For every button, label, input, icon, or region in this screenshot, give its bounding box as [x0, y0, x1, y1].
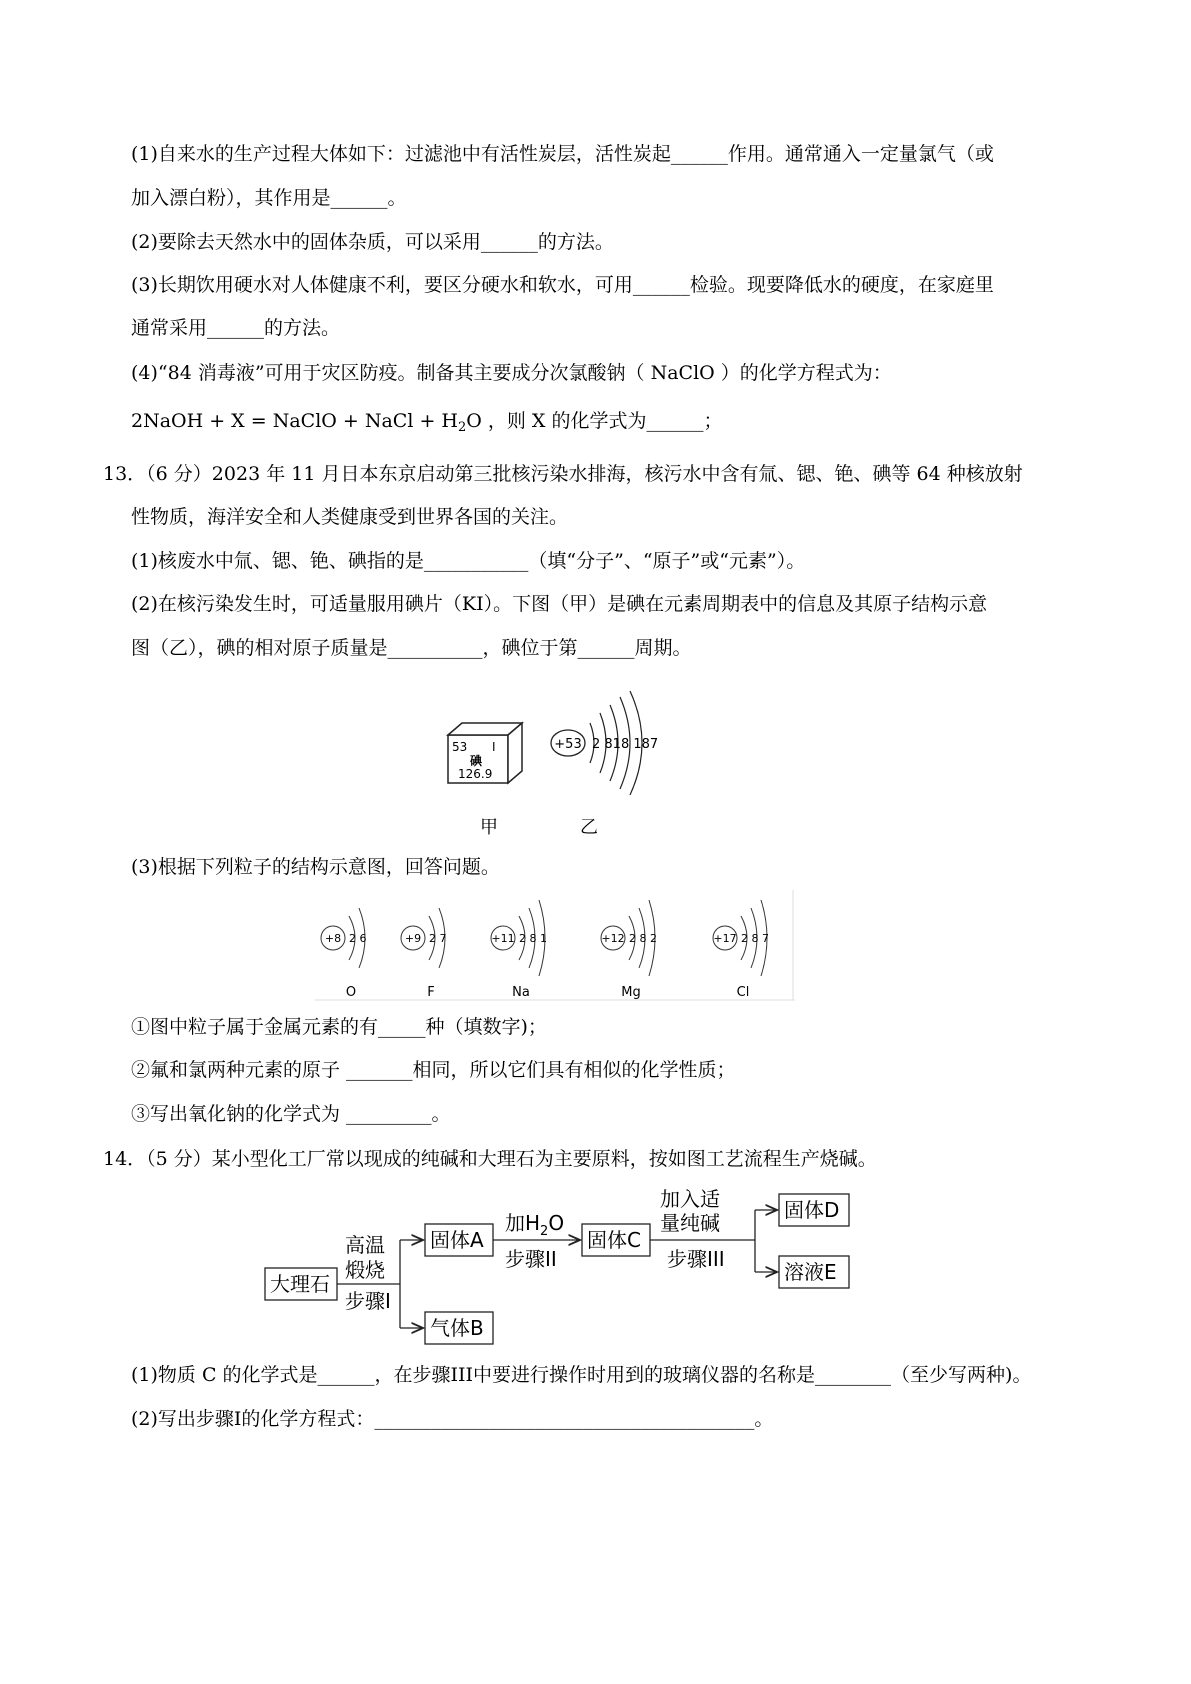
- iodine-nucleus: +53: [554, 737, 582, 752]
- add-soda-label-2: 量纯碱: [660, 1211, 720, 1235]
- particle-nucleus: +17: [713, 932, 737, 945]
- solid-c-label: 固体C: [587, 1228, 641, 1252]
- add-water-label: 加$H_2O$: [505, 1211, 565, 1239]
- step2-label: 步骤II: [505, 1247, 557, 1271]
- q13-sub2: ②氟和氯两种元素的原子 _______相同，所以它们具有相似的化学性质；: [131, 1059, 736, 1081]
- particle-mg: [601, 900, 657, 1000]
- iodine-atomic-number: 53: [452, 740, 468, 754]
- label-jia: 甲: [480, 817, 498, 838]
- iodine-mass: 126.9: [458, 767, 493, 781]
- particle-nucleus: +11: [491, 932, 515, 945]
- particle-f: [401, 908, 447, 1000]
- particle-label: Cl: [736, 985, 750, 1000]
- q13-part2-line1: (2)在核污染发生时，可适量服用碘片（KI）。下图（甲）是碘在元素周期表中的信息及其原子结构示意: [131, 593, 988, 615]
- particle-nucleus: +8: [324, 932, 342, 945]
- equation-subscript: 2: [458, 420, 467, 435]
- marble-label: 大理石: [270, 1272, 330, 1296]
- q14-part1: (1)物质 C 的化学式是______，在步骤III中要进行操作时用到的玻璃仪器的名称是________（至少写两种)。: [131, 1364, 1032, 1386]
- particle-label: Na: [512, 985, 530, 1000]
- q13-intro-line2: 性物质，海洋安全和人类健康受到世界各国的关注。: [131, 506, 569, 528]
- process-flowchart: [255, 1180, 865, 1350]
- iodine-figure: [440, 685, 700, 845]
- particle-shells: 2 7: [429, 932, 447, 945]
- high-temp-label: 高温: [345, 1233, 385, 1257]
- q13-sub3: ③写出氧化钠的化学式为 _________。: [131, 1103, 451, 1125]
- label-yi: 乙: [580, 817, 598, 838]
- q13-part3: (3)根据下列粒子的结构示意图，回答问题。: [131, 856, 500, 878]
- q12-part3-line1: (3)长期饮用硬水对人体健康不利，要区分硬水和软水，可用______检验。现要降低水的硬度，在家庭里: [131, 274, 994, 296]
- particle-label: Mg: [621, 985, 641, 1000]
- solution-e-label: 溶液E: [784, 1260, 837, 1284]
- q12-part1-line1: (1)自来水的生产过程大体如下：过滤池中有活性炭层，活性炭起______作用。通常通入一定量氯气（或: [131, 143, 994, 165]
- particle-cl: [713, 900, 769, 1000]
- q13-part2-line2: 图（乙），碘的相对原子质量是__________，碘位于第______周期。: [131, 637, 692, 659]
- iodine-name: 碘: [470, 754, 483, 768]
- q14-part2: (2)写出步骤I的化学方程式：________________________________________。: [131, 1408, 774, 1430]
- solid-a-label: 固体A: [430, 1228, 484, 1252]
- iodine-shells: 2 818 187: [592, 737, 659, 752]
- step1-label: 步骤I: [345, 1289, 391, 1313]
- q12-part3-line2: 通常采用______的方法。: [131, 317, 341, 339]
- equation-left: 2NaOH + X = NaClO + NaCl + H: [131, 410, 458, 432]
- q12-equation: [131, 407, 723, 442]
- iodine-symbol: I: [492, 740, 496, 754]
- q13-sub1: ①图中粒子属于金属元素的有_____种（填数字)；: [131, 1016, 547, 1038]
- particle-na: [491, 900, 547, 1000]
- calcine-label: 煅烧: [345, 1258, 385, 1282]
- q12-part4: (4)“84 消毒液”可用于灾区防疫。制备其主要成分次氯酸钠（ NaClO ）的化学方程式为：: [131, 362, 892, 384]
- periodic-table-cell: [448, 723, 522, 783]
- q12-part1-line2: 加入漂白粉），其作用是______。: [131, 187, 407, 209]
- particle-nucleus: +12: [601, 932, 625, 945]
- particle-shells: 2 8 7: [741, 932, 769, 945]
- q13-intro-line1: 13．（6 分）2023 年 11 月日本东京启动第三批核污染水排海，核污水中含有氚、锶、铯、碘等 64 种核放射: [103, 463, 1023, 485]
- particle-shells: 2 8 2: [629, 932, 657, 945]
- particle-nucleus: +9: [404, 932, 422, 945]
- equation-right: O ，则 X 的化学式为______；: [466, 410, 723, 432]
- particle-shells: 2 6: [349, 932, 367, 945]
- gas-b-label: 气体B: [430, 1316, 484, 1340]
- step3-label: 步骤III: [667, 1247, 725, 1271]
- particle-o: [321, 908, 367, 1000]
- particle-shells: 2 8 1: [519, 932, 547, 945]
- q13-part1: (1)核废水中氚、锶、铯、碘指的是___________（填“分子”、“原子”或“元素”）。: [131, 550, 806, 572]
- particle-label: O: [345, 985, 357, 1000]
- q12-part2: (2)要除去天然水中的固体杂质，可以采用______的方法。: [131, 231, 614, 253]
- particle-label: F: [427, 985, 435, 1000]
- q14-intro: 14．（5 分）某小型化工厂常以现成的纯碱和大理石为主要原料，按如图工艺流程生产烧碱。: [103, 1148, 877, 1170]
- add-soda-label-1: 加入适: [660, 1187, 720, 1211]
- solid-d-label: 固体D: [784, 1198, 840, 1222]
- iodine-atom-structure: [551, 691, 658, 795]
- particle-diagrams: [315, 890, 795, 1005]
